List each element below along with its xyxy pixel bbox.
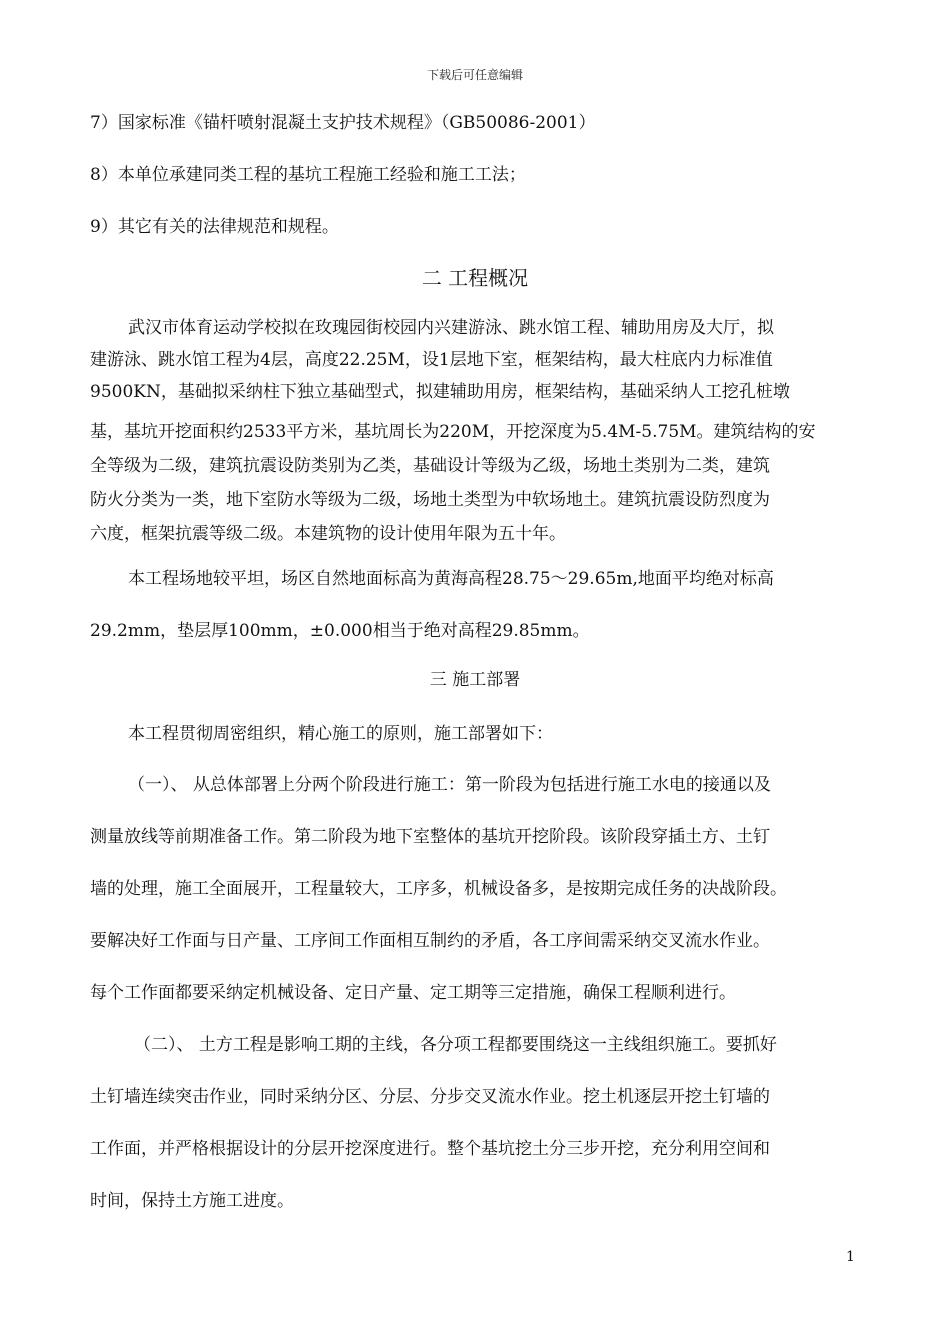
- paragraph-line: 防火分类为一类，地下室防水等级为二级，场地土类型为中软场地土。建筑抗震设防烈度为: [90, 490, 770, 510]
- page-header: 下载后可任意编辑: [426, 68, 523, 82]
- page-number: 1: [846, 1249, 855, 1265]
- paragraph-line: 时间，保持土方施工进度。: [90, 1191, 294, 1211]
- paragraph-line: （二）、 土方工程是影响工期的主线，各分项工程都要围绕这一主线组织施工。要抓好: [134, 1035, 777, 1055]
- paragraph-line: 武汉市体育运动学校拟在玫瑰园街校园内兴建游泳、跳水馆工程、辅助用房及大厅，拟: [128, 318, 774, 338]
- paragraph-line: 工作面，并严格根据设计的分层开挖深度进行。整个基坑挖土分三步开挖，充分利用空间和: [90, 1139, 770, 1159]
- paragraph-line: 测量放线等前期准备工作。第二阶段为地下室整体的基坑开挖阶段。该阶段穿插土方、土钉: [90, 827, 770, 847]
- section-3-title: 三 施工部署: [429, 670, 521, 690]
- section-2-title: 二 工程概况: [421, 266, 529, 290]
- reference-item-7: 7）国家标准《锚杆喷射混凝土支护技术规程》（GB50086-2001）: [90, 113, 596, 133]
- paragraph-line: 土钉墙连续突击作业，同时采纳分区、分层、分步交叉流水作业。挖土机逐层开挖土钉墙的: [90, 1087, 770, 1107]
- paragraph-line: 29.2mm，垫层厚100mm，±0.000相当于绝对高程29.85mm。: [90, 621, 590, 641]
- paragraph-line: 建游泳、跳水馆工程为4层，高度22.25M，设1层地下室，框架结构，最大柱底内力标准值: [90, 350, 773, 370]
- paragraph-line: 每个工作面都要采纳定机械设备、定日产量、定工期等三定措施，确保工程顺利进行。: [90, 983, 736, 1003]
- paragraph-line: 9500KN，基础拟采纳柱下独立基础型式，拟建辅助用房，框架结构，基础采纳人工挖孔桩墩: [90, 382, 790, 402]
- paragraph-line: 本工程贯彻周密组织，精心施工的原则，施工部署如下：: [128, 724, 553, 744]
- paragraph-line: 墙的处理，施工全面展开，工程量较大，工序多，机械设备多，是按期完成任务的决战阶段。: [90, 879, 787, 899]
- paragraph-line: 六度，框架抗震等级二级。本建筑物的设计使用年限为五十年。: [90, 524, 566, 544]
- reference-item-9: 9）其它有关的法律规范和规程。: [90, 217, 339, 237]
- paragraph-line: 基，基坑开挖面积约2533平方米，基坑周长为220M，开挖深度为5.4M-5.75M。建筑结构的安: [90, 422, 816, 442]
- paragraph-line: （一）、 从总体部署上分两个阶段进行施工：第一阶段为包括进行施工水电的接通以及: [128, 775, 771, 795]
- paragraph-line: 全等级为二级，建筑抗震设防类别为乙类，基础设计等级为乙级，场地土类别为二类，建筑: [90, 456, 770, 476]
- paragraph-line: 要解决好工作面与日产量、工序间工作面相互制约的矛盾，各工序间需采纳交叉流水作业。: [90, 931, 770, 951]
- paragraph-line: 本工程场地较平坦，场区自然地面标高为黄海高程28.75～29.65m,地面平均绝对标高: [128, 569, 774, 589]
- reference-item-8: 8）本单位承建同类工程的基坑工程施工经验和施工工法；: [90, 165, 526, 185]
